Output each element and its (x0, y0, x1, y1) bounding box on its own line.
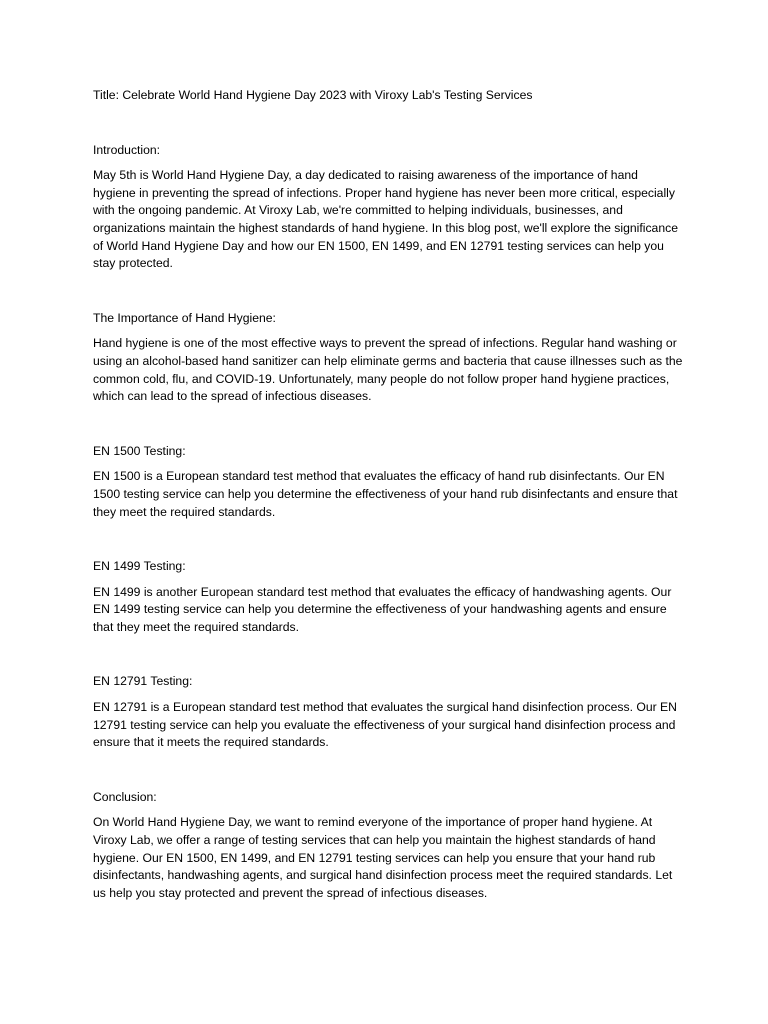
section-en-1500 (93, 443, 683, 521)
section-introduction (93, 142, 683, 273)
section-en-1499 (93, 558, 683, 636)
section-body: EN 1500 is a European standard test method that evaluates the efficacy of hand rub disinfectants. Our EN 1500 testing service can help you determine the effectiveness of your hand rub disinfectants and ensure that they meet the required standards. (93, 469, 678, 519)
section-heading: EN 12791 Testing: (93, 674, 193, 689)
section-body: EN 12791 is a European standard test method that evaluates the surgical hand disinfection process. Our EN 12791 testing service can help you evaluate the effectiveness of your surgical hand disinfection process and ensure that it meets the required standards. (93, 700, 677, 750)
section-heading: Conclusion: (93, 789, 157, 804)
section-body: Hand hygiene is one of the most effective ways to prevent the spread of infections. Regular hand washing or using an alcohol-based hand sanitizer can help eliminate germs and bacteria that cause illnesses such as the common cold, flu, and COVID-19. Unfortunately, many people do not follow proper hand hygiene practices, which can lead to the spread of infectious diseases. (93, 336, 683, 404)
section-conclusion (93, 789, 683, 903)
section-heading: EN 1499 Testing: (93, 559, 186, 574)
document-content (93, 87, 683, 902)
section-en-12791 (93, 673, 683, 751)
section-body: May 5th is World Hand Hygiene Day, a day dedicated to raising awareness of the importance of hand hygiene in preventing the spread of infections. Proper hand hygiene has never been more critical, especially with the ongoing pandemic. At Viroxy Lab, we're committed to helping individuals, businesses, and organizations maintain the highest standards of hand hygiene. In this blog post, we'll explore the significance of World Hand Hygiene Day and how our EN 1500, EN 1499, and EN 12791 testing services can help you stay protected. (93, 168, 678, 271)
section-heading: Introduction: (93, 142, 161, 157)
section-importance (93, 310, 683, 406)
section-body: On World Hand Hygiene Day, we want to remind everyone of the importance of proper hand hygiene. At Viroxy Lab, we offer a range of testing services that can help you maintain the highest standards of hand hygiene. Our EN 1500, EN 1499, and EN 12791 testing services can help you ensure that your hand rub disinfectants, handwashing agents, and surgical hand disinfection process meet the required standards. Let us help you stay protected and prevent the spread of infectious diseases. (93, 815, 673, 900)
section-body: EN 1499 is another European standard test method that evaluates the efficacy of handwashing agents. Our EN 1499 testing service can help you determine the effectiveness of your handwashing agents and ensure that they meet the required standards. (93, 584, 672, 634)
document-title: Title: Celebrate World Hand Hygiene Day 2023 with Viroxy Lab's Testing Services (93, 88, 533, 102)
section-heading: The Importance of Hand Hygiene: (93, 310, 276, 325)
section-heading: EN 1500 Testing: (93, 443, 186, 458)
